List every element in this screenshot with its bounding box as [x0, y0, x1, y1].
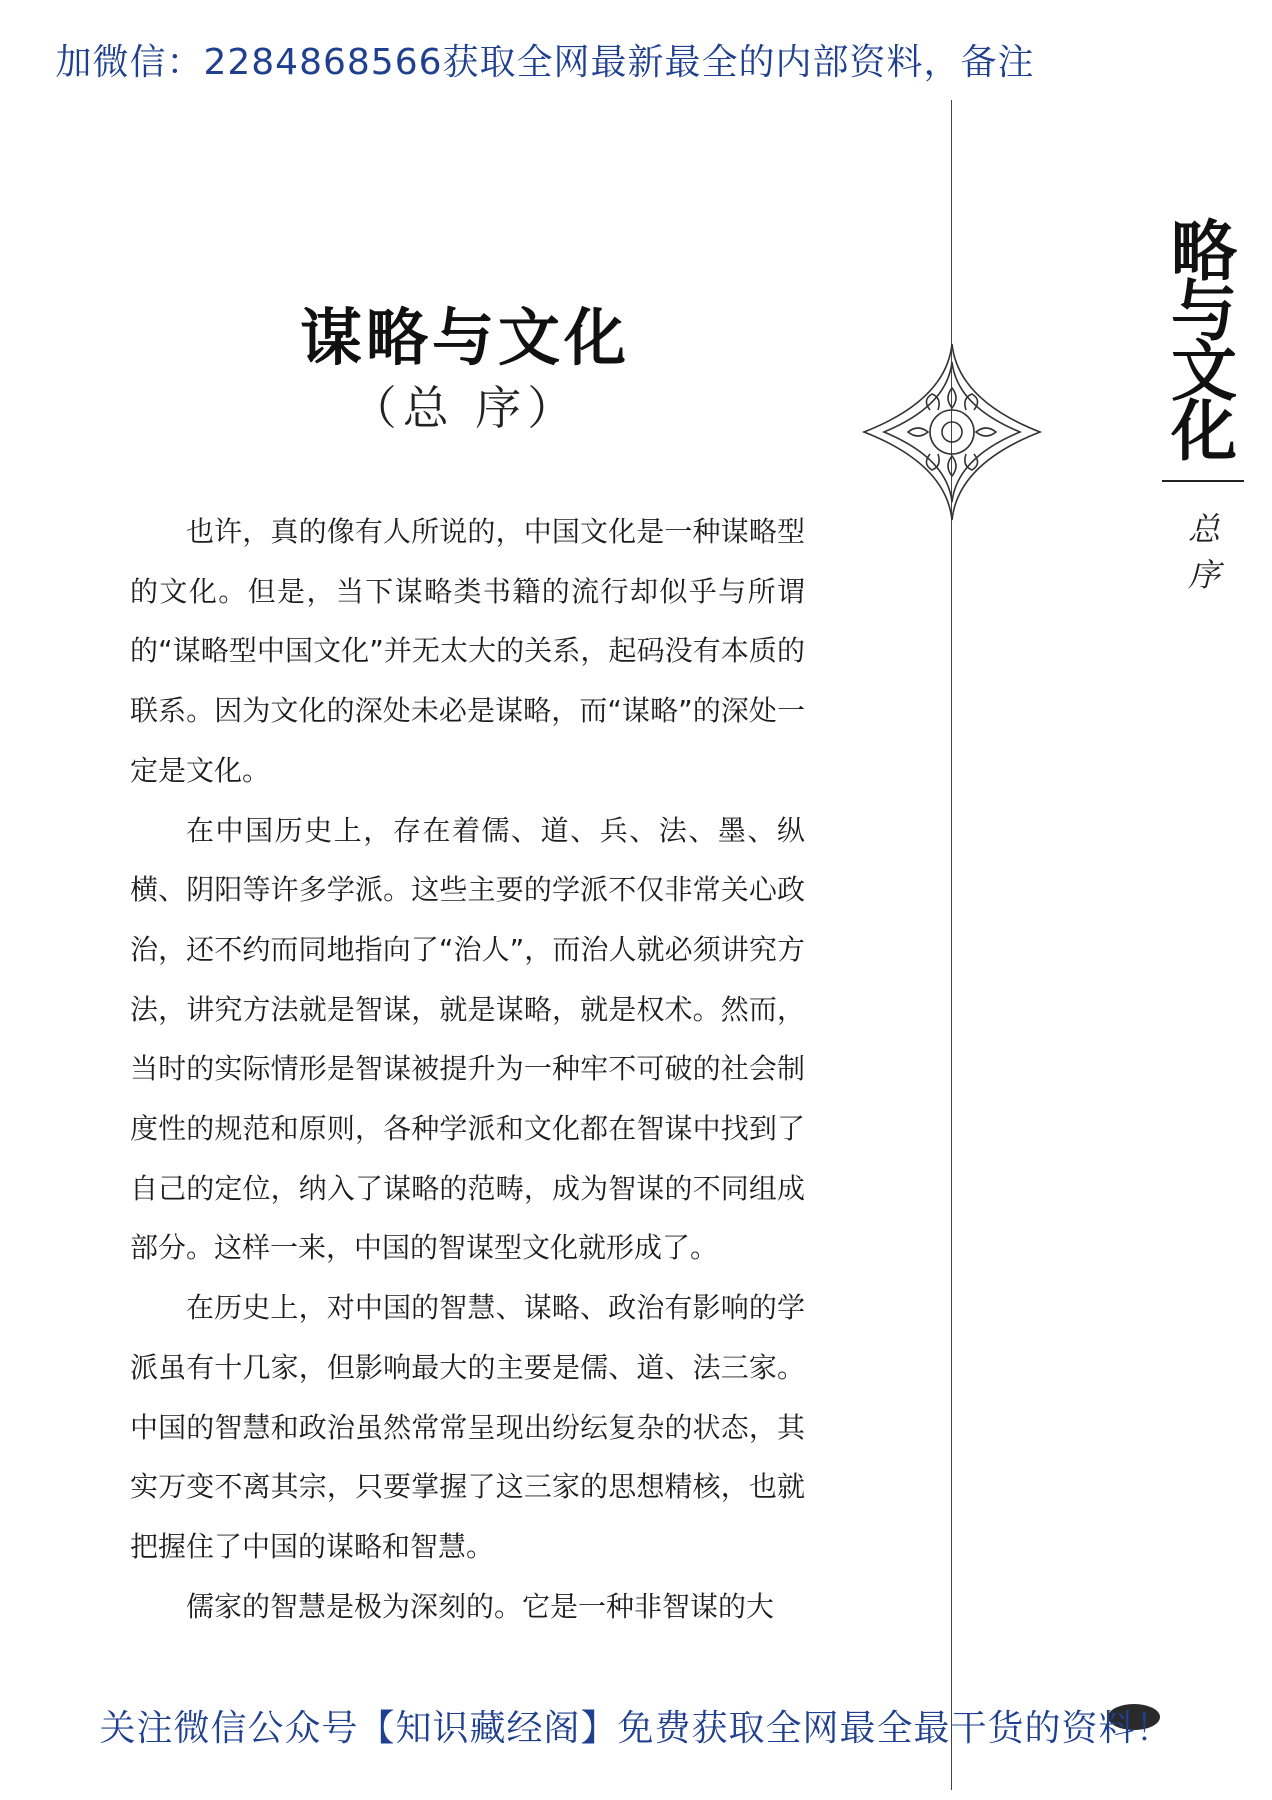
- side-title-char: 文: [1171, 333, 1237, 410]
- paragraph: 也许，真的像有人所说的，中国文化是一种谋略型的文化。但是，当下谋略类书籍的流行却似乎与所谓的“谋略型中国文化”并无太大的关系，起码没有本质的联系。因为文化的深处未必是谋略，而“谋略”的深处一定是文化。: [130, 515, 805, 787]
- ornament-icon: [860, 340, 1044, 524]
- side-running-title: [1168, 213, 1240, 470]
- bottom-watermark-banner: 关注微信公众号【知识藏经阁】免费获取全网最全最干货的资料！: [99, 1708, 1173, 1749]
- side-sub-char: 总: [1187, 510, 1220, 548]
- side-rule: [1162, 480, 1244, 482]
- side-title-char: 略: [1171, 213, 1237, 290]
- paragraph: 儒家的智慧是极为深刻的。它是一种非智谋的大: [186, 1589, 775, 1623]
- paragraph: 在中国历史上，存在着儒、道、兵、法、墨、纵横、阴阳等许多学派。这些主要的学派不仅非常关心政治，还不约而同地指向了“治人”，而治人就必须讲究方法，讲究方法就是智谋，就是谋略，就是权术。然而，当时的实际情形是智谋被提升为一种牢不可破的社会制度性的规范和原则，各种学派和文化都在智谋中找到了自己的定位，纳入了谋略的范畴，成为智谋的不同组成部分。这样一来，中国的智谋型文化就形成了。: [130, 813, 805, 1265]
- top-watermark-banner: 加微信：2284868566获取全网最新最全的内部资料，备注: [55, 42, 1035, 83]
- page-subtitle: （总 序）: [350, 381, 580, 435]
- side-sub-char: 序: [1187, 556, 1220, 594]
- side-title-char: 化: [1171, 393, 1237, 470]
- side-title-char: 与: [1171, 273, 1237, 350]
- paragraph: 在历史上，对中国的智慧、谋略、政治有影响的学派虽有十几家，但影响最大的主要是儒、道、法三家。中国的智慧和政治虽然常常呈现出纷纭复杂的状态，其实万变不离其宗，只要掌握了这三家的思想精核，也就把握住了中国的谋略和智慧。: [130, 1291, 805, 1563]
- side-running-subtitle: [1168, 506, 1240, 598]
- body-text: [130, 502, 805, 1636]
- page-title: 谋略与文化: [299, 301, 630, 374]
